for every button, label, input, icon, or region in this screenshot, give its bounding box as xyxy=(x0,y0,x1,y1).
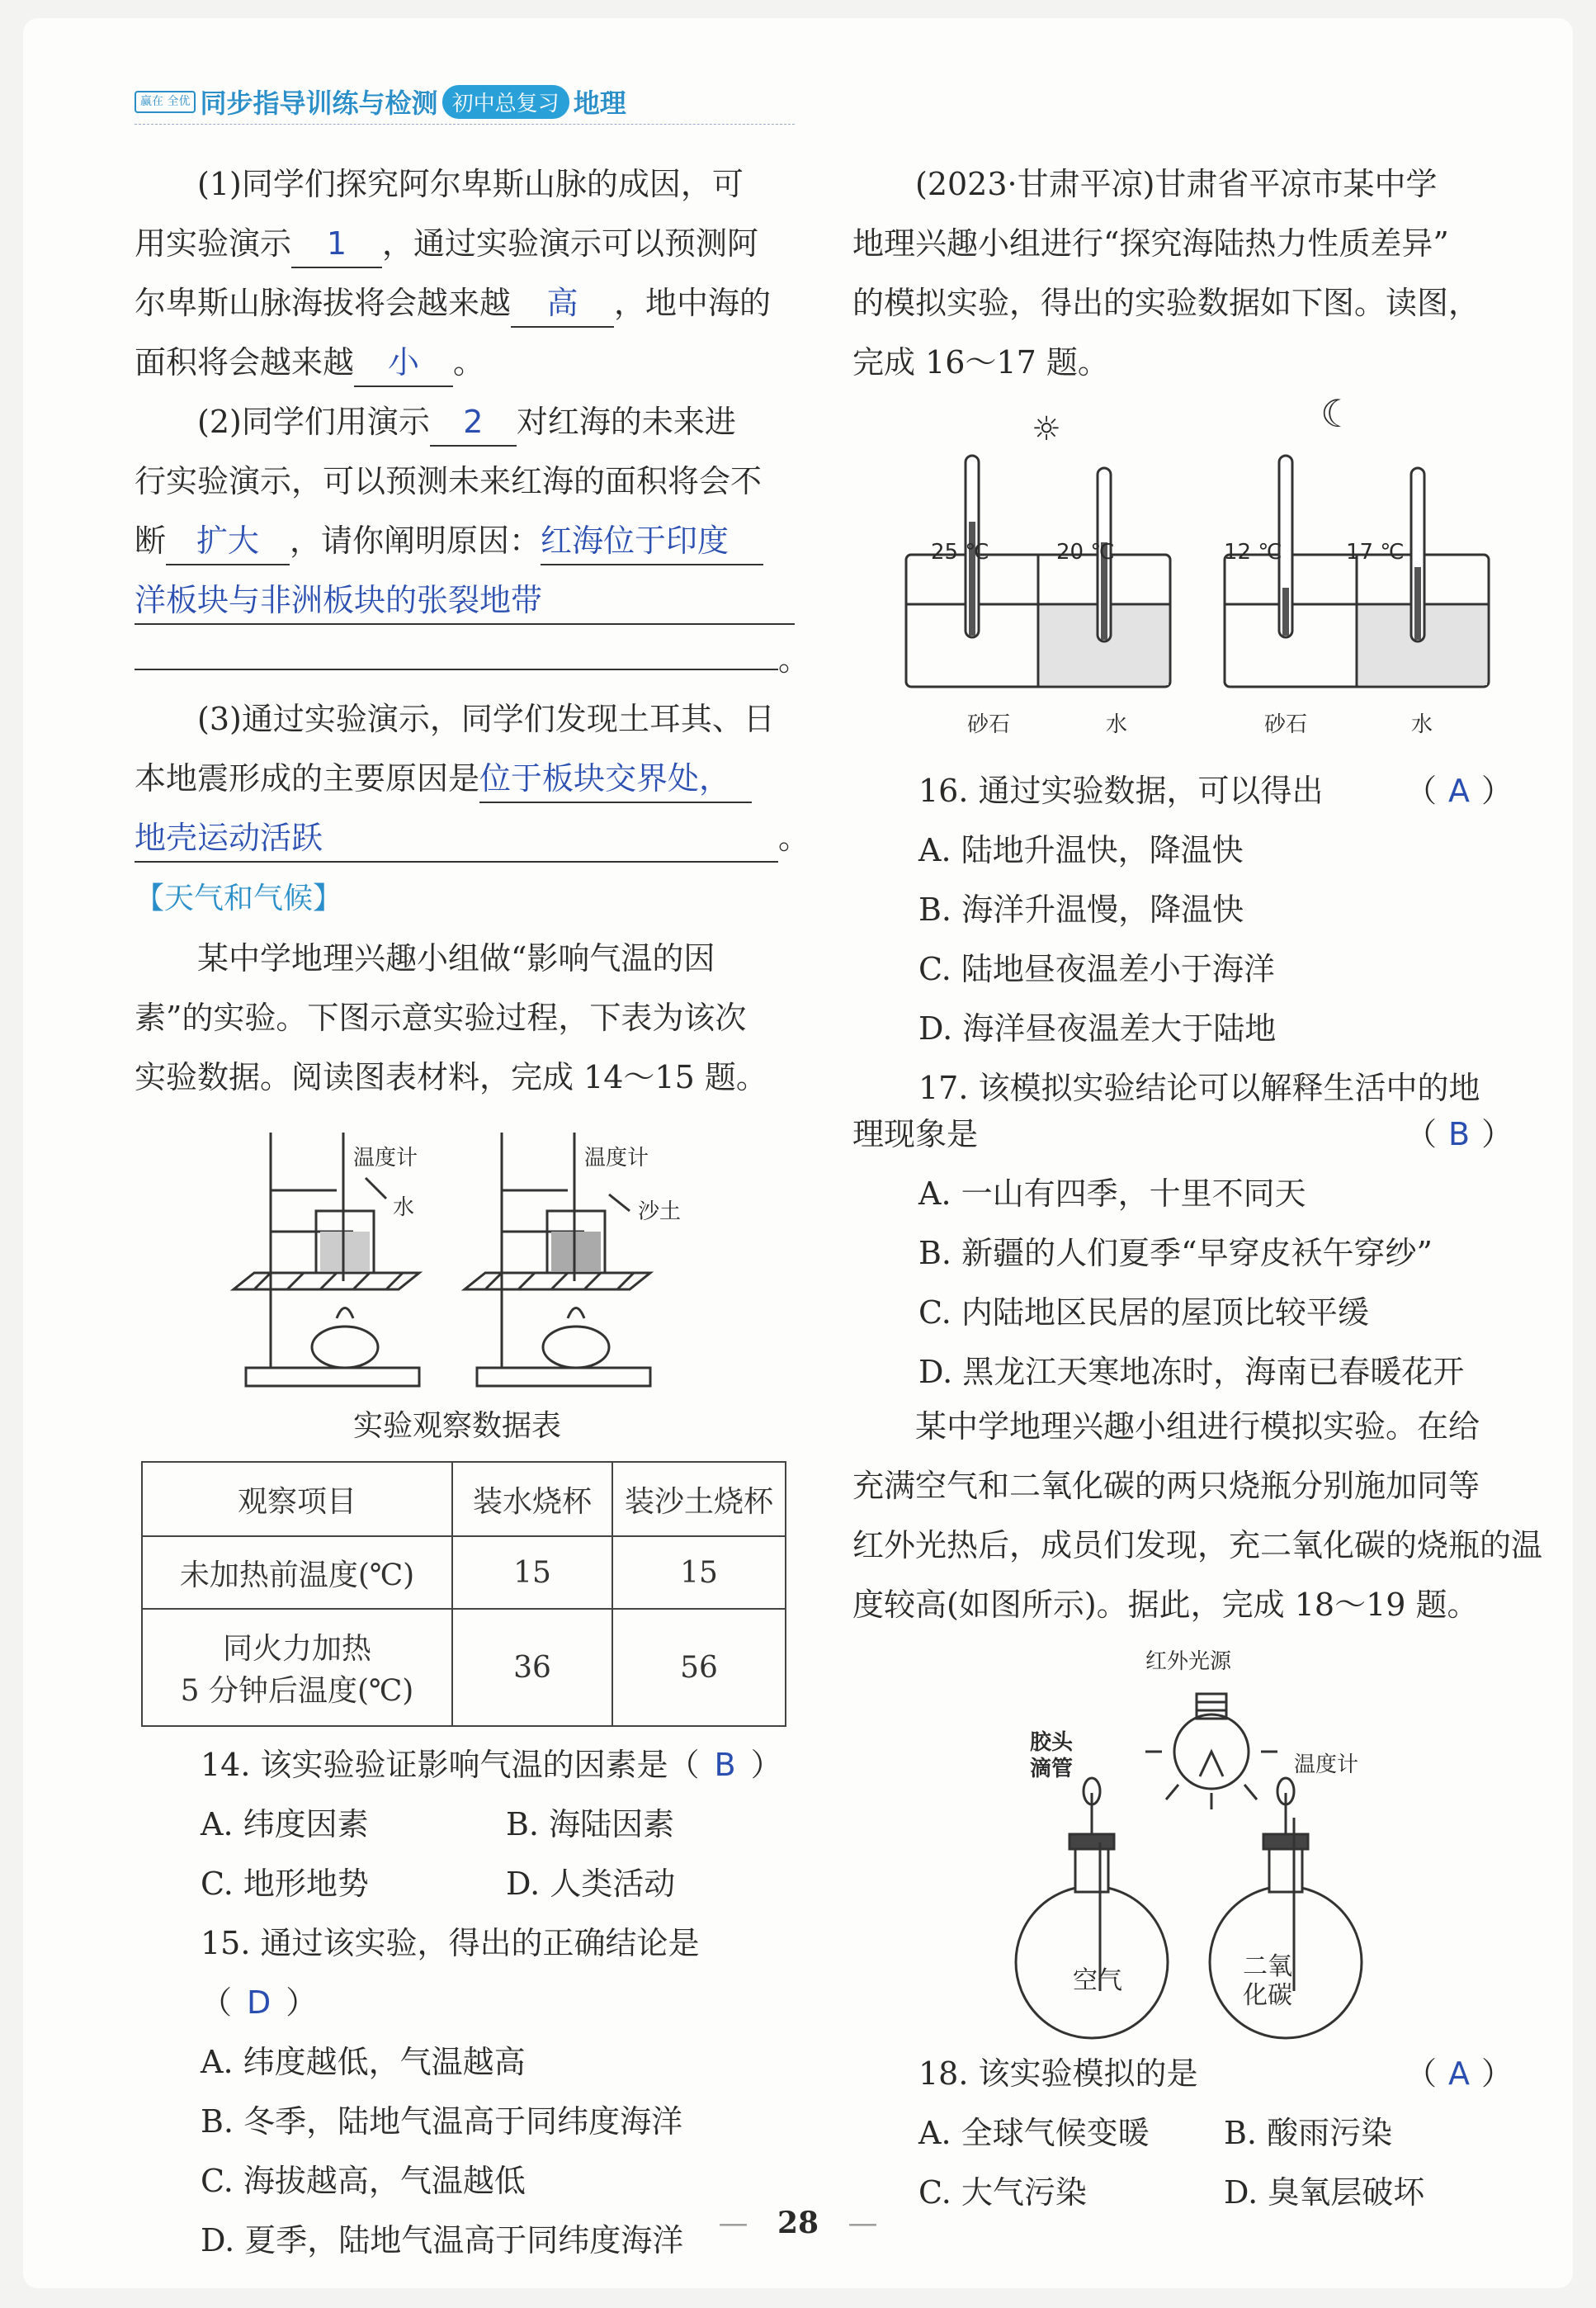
q17-option-a: A. 一山有四季，十里不同天 xyxy=(918,1175,1306,1212)
q2-line2: 行实验演示，可以预测未来红海的面积将会不 xyxy=(135,463,763,499)
table-cell: 15 xyxy=(452,1536,612,1609)
q17-stem-1: 17. 该模拟实验结论可以解释生活中的地 xyxy=(918,1070,1480,1106)
co2-label-2: 化碳 xyxy=(1243,1981,1292,2010)
text: 用实验演示 xyxy=(135,225,292,262)
q16-option-c: C. 陆地昼夜温差小于海洋 xyxy=(918,951,1275,987)
book-title: 同步指导训练与检测 xyxy=(200,87,438,119)
intro2-line4: 度较高(如图所示)。据此，完成 18～19 题。 xyxy=(852,1587,1479,1623)
co2-label-1: 二氧 xyxy=(1243,1952,1292,1981)
text: （ xyxy=(1405,773,1438,809)
fig1-thermometer-label-left: 温度计 xyxy=(353,1146,418,1171)
q3-answer-1: 位于板块交界处， xyxy=(479,755,752,803)
text: 。 xyxy=(778,641,810,678)
option-a: A. 纬度因素 xyxy=(201,1806,369,1842)
left-column xyxy=(135,154,811,1107)
option-a: A. 全球气候变暖 xyxy=(918,2115,1150,2151)
fig1-thermometer-label-right: 温度计 xyxy=(584,1146,649,1171)
q18-stem xyxy=(918,2044,1546,2103)
table-cell: 未加热前温度(℃) xyxy=(142,1536,452,1609)
option-c: C. 大气污染 xyxy=(918,2174,1087,2211)
q1-answer-3: 小 xyxy=(354,339,453,387)
temp-label-12: 12 ℃ xyxy=(1224,540,1282,565)
text: 14. 该实验验证影响气温的因素是（ xyxy=(201,1747,700,1783)
right-intro-line1: (2023·甘肃平凉)甘肃省平凉市某中学 xyxy=(915,166,1438,202)
q17-options xyxy=(918,1164,1546,1402)
q18-answer: A xyxy=(1448,2055,1471,2092)
q2-line1 xyxy=(135,392,811,452)
dropper-label-2: 滴管 xyxy=(1030,1757,1074,1781)
q15-option-d: D. 夏季，陆地气温高于同纬度海洋 xyxy=(201,2222,684,2258)
page-sheet xyxy=(23,18,1573,2288)
table-header: 装水烧杯 xyxy=(452,1462,612,1536)
q14-stem xyxy=(201,1735,811,1795)
q1-answer-2: 高 xyxy=(511,280,614,328)
q15-option-a: A. 纬度越低，气温越高 xyxy=(201,2044,526,2080)
q15-stem xyxy=(201,1913,811,2032)
q15-option-c: C. 海拔越高，气温越低 xyxy=(201,2163,526,2199)
text: 同火力加热 xyxy=(222,1632,371,1666)
option-b: B. 海陆因素 xyxy=(506,1806,675,1842)
q2-answer-3b: 洋板块与非洲板块的张裂地带 xyxy=(135,577,795,625)
section-weather-climate: 【天气和气候】 xyxy=(135,882,343,915)
text: ，通过实验演示可以预测阿 xyxy=(382,225,759,262)
text: 断 xyxy=(135,523,167,559)
sand-label-day: 砂石 xyxy=(967,712,1011,737)
q2-answer-1: 2 xyxy=(430,399,517,447)
text: （ xyxy=(1405,1116,1438,1152)
table-title: 实验观察数据表 xyxy=(353,1409,562,1443)
intro2-line2: 充满空气和二氧化碳的两只烧瓶分别施加同等 xyxy=(852,1468,1480,1504)
text: ，请你阐明原因： xyxy=(290,523,541,559)
page-header xyxy=(135,83,626,121)
q2-blank-line xyxy=(135,669,778,670)
q14-options-ab xyxy=(201,1795,811,1854)
q15-answer: D xyxy=(247,1984,272,2021)
q17-option-b: B. 新疆的人们夏季“早穿皮袄午穿纱” xyxy=(918,1235,1433,1271)
footer-dash-right: — xyxy=(848,2206,878,2240)
q1-answer-1: 1 xyxy=(291,220,382,268)
fig1-water-label: 水 xyxy=(393,1195,415,1220)
q17-option-c: C. 内陆地区民居的屋顶比较平缓 xyxy=(918,1294,1369,1331)
intro-line2: 素”的实验。下图示意实验过程，下表为该次 xyxy=(135,1000,747,1036)
air-label: 空气 xyxy=(1073,1966,1122,1995)
page-number: 28 xyxy=(777,2206,819,2240)
text: ） xyxy=(1481,1116,1513,1152)
option-c: C. 地形地势 xyxy=(201,1866,369,1902)
text: ） xyxy=(750,1747,782,1783)
table-cell: 36 xyxy=(452,1609,612,1726)
footer-dash-left: — xyxy=(718,2206,748,2240)
intro2-line1: 某中学地理兴趣小组进行模拟实验。在给 xyxy=(915,1408,1480,1445)
temp-label-20: 20 ℃ xyxy=(1056,540,1115,565)
water-label-night: 水 xyxy=(1411,712,1433,737)
option-b: B. 酸雨污染 xyxy=(1224,2115,1393,2151)
q16-option-d: D. 海洋昼夜温差大于陆地 xyxy=(918,1010,1277,1047)
text: 本地震形成的主要原因是 xyxy=(135,760,480,797)
text: 16. 通过实验数据，可以得出 xyxy=(918,773,1324,809)
text: （ xyxy=(1405,2055,1438,2092)
sand-label-night: 砂石 xyxy=(1264,712,1308,737)
flask-experiment-figure xyxy=(1005,1661,1418,2049)
q17-stem-2 xyxy=(852,1104,1546,1164)
q3-answer-2: 地壳运动活跃 xyxy=(135,815,778,863)
text: (2)同学们用演示 xyxy=(197,404,430,440)
dropper-label-1: 胶头 xyxy=(1030,1730,1074,1755)
option-d: D. 人类活动 xyxy=(506,1866,676,1902)
text: ，地中海的 xyxy=(614,285,772,321)
q1-line1: (1)同学们探究阿尔卑斯山脉的成因，可 xyxy=(197,166,744,202)
right-column xyxy=(852,154,1529,392)
q2-answer-2: 扩大 xyxy=(166,518,290,565)
q1-line4 xyxy=(135,333,811,392)
q3-line3 xyxy=(135,808,811,868)
temp-label-25: 25 ℃ xyxy=(931,540,989,565)
temp-label-17: 17 ℃ xyxy=(1346,540,1405,565)
text: 尔卑斯山脉海拔将会越来越 xyxy=(135,285,512,321)
q17-stem-2-row xyxy=(852,1104,1546,1164)
table-header: 观察项目 xyxy=(142,1462,452,1536)
questions-16-17 xyxy=(918,761,1546,1118)
intro2-line3: 红外光热后，成员们发现，充二氧化碳的烧瓶的温 xyxy=(852,1527,1543,1563)
q2-line5 xyxy=(135,630,811,689)
text: 。 xyxy=(453,344,485,381)
text: 对红海的未来进 xyxy=(516,404,736,440)
intro-line1: 某中学地理兴趣小组做“影响气温的因 xyxy=(197,940,715,977)
q14-options-cd xyxy=(201,1854,811,1913)
q16-stem xyxy=(918,761,1546,821)
text: ） xyxy=(1481,773,1513,809)
q14-answer: B xyxy=(714,1747,736,1783)
table-cell: 56 xyxy=(612,1609,786,1726)
q3-line1: (3)通过实验演示，同学们发现土耳其、日 xyxy=(197,701,775,737)
text: 面积将会越来越 xyxy=(135,344,355,381)
table-cell xyxy=(142,1609,452,1726)
text: 15. 通过该实验，得出的正确结论是（ xyxy=(201,1925,700,2021)
observation-data-table xyxy=(141,1461,786,1727)
moon-icon: ☾ xyxy=(1320,391,1355,436)
page-footer xyxy=(23,2206,1573,2240)
q1-line2 xyxy=(135,214,811,273)
table-cell: 15 xyxy=(612,1536,786,1609)
infrared-light-label: 红外光源 xyxy=(1145,1649,1232,1674)
option-d: D. 臭氧层破坏 xyxy=(1224,2174,1425,2211)
q3-line2 xyxy=(135,749,811,808)
q2-answer-3a: 红海位于印度 xyxy=(541,518,763,565)
question-14 xyxy=(201,1735,811,2270)
q16-option-a: A. 陆地升温快，降温快 xyxy=(918,832,1244,868)
subject-label: 地理 xyxy=(573,87,626,119)
brand-badge: 赢在 全优 xyxy=(135,91,196,113)
text: 18. 该实验模拟的是 xyxy=(918,2055,1198,2092)
q17-option-d: D. 黑龙江天寒地冻时，海南已春暖花开 xyxy=(918,1354,1465,1390)
header-divider xyxy=(135,124,795,125)
text: 理现象是 xyxy=(852,1116,979,1152)
thermometer-label: 温度计 xyxy=(1294,1752,1359,1777)
text: 。 xyxy=(778,820,810,856)
q17-answer: B xyxy=(1448,1116,1471,1152)
text: 5 分钟后温度(℃) xyxy=(180,1674,414,1708)
q2-line4 xyxy=(135,570,811,630)
table-header: 装沙土烧杯 xyxy=(612,1462,786,1536)
q18-options-ab xyxy=(918,2103,1546,2163)
q16-option-b: B. 海洋升温慢，降温快 xyxy=(918,892,1244,928)
right-intro-line2: 地理兴趣小组进行“探究海陆热力性质差异” xyxy=(852,225,1449,262)
water-label-day: 水 xyxy=(1106,712,1128,737)
q1-line3 xyxy=(135,273,811,333)
right-intro-line4: 完成 16～17 题。 xyxy=(852,344,1109,381)
q16-answer: A xyxy=(1448,773,1471,809)
fig1-sand-label: 沙土 xyxy=(638,1199,682,1224)
text: ） xyxy=(1481,2055,1513,2092)
q15-option-b: B. 冬季，陆地气温高于同纬度海洋 xyxy=(201,2103,683,2140)
q2-line3 xyxy=(135,511,811,570)
right-intro-line3: 的模拟实验，得出的实验数据如下图。读图， xyxy=(852,285,1480,321)
sun-icon: ☼ xyxy=(1032,410,1061,448)
text: ） xyxy=(286,1984,318,2021)
series-pill: 初中总复习 xyxy=(442,85,569,119)
right-intro-2 xyxy=(852,1397,1546,1634)
question-18 xyxy=(918,2044,1546,2222)
intro-line3: 实验数据。阅读图表材料，完成 14～15 题。 xyxy=(135,1059,767,1095)
